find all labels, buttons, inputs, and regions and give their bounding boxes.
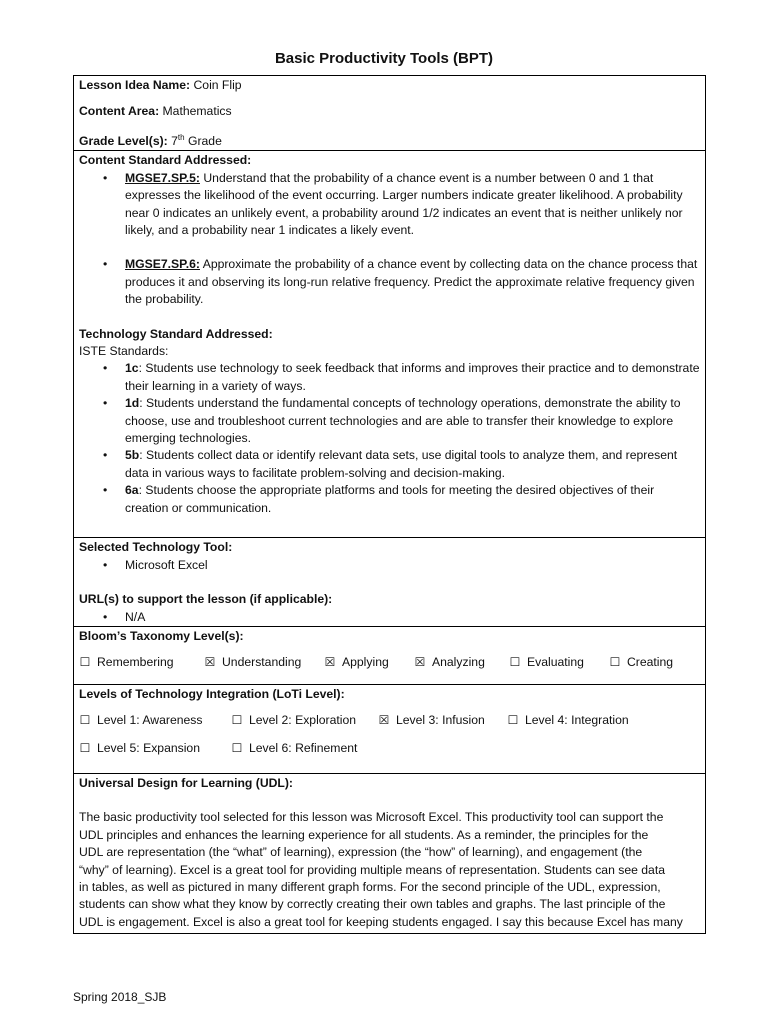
content-area-line	[79, 103, 700, 120]
blooms-option-evaluating[interactable]	[509, 654, 609, 671]
blooms-option-creating[interactable]	[609, 654, 673, 671]
udl-line: The basic productivity tool selected for this lesson was Microsoft Excel. This productivity tool can support the	[79, 810, 664, 825]
loti-options-row-1	[79, 712, 700, 729]
checkbox-icon[interactable]: ☐	[509, 655, 521, 670]
loti-option-level-2[interactable]	[231, 712, 378, 729]
iste-code: 1d	[125, 396, 140, 411]
option-label: Creating	[627, 655, 674, 670]
checkbox-checked-icon[interactable]: ☒	[414, 655, 426, 670]
udl-line: UDL is engagement. Excel is also a great tool for keeping students engaged. I say this because Excel has many	[79, 914, 683, 929]
option-label: Level 5: Expansion	[97, 740, 200, 755]
option-label: Evaluating	[527, 655, 584, 670]
grade-level-number: 7	[171, 133, 178, 148]
option-label: Level 1: Awareness	[97, 713, 203, 728]
standard-text: Understand that the probability of a chance event is a number between 0 and 1 that expresses the likelihood of the event occurring. Larger numbers indicate greater likelihood. A probability near 0 indicates an unlikely event, a probability around 1/2 indicates an event that is neither unlikely nor likely, and a probability near 1 indicates a likely event.	[125, 170, 683, 237]
iste-code: 5b	[125, 448, 140, 463]
option-label: Level 4: Integration	[525, 713, 629, 728]
option-label: Level 6: Refinement	[249, 740, 358, 755]
standards-cell	[74, 151, 706, 538]
udl-line: “why” of learning). Excel is a great tool for providing multiple means of representation. Students can see data	[79, 862, 665, 877]
checkbox-icon[interactable]: ☐	[231, 740, 243, 755]
tech-standard-item	[79, 447, 700, 482]
loti-options-row-2	[79, 740, 700, 757]
checkbox-icon[interactable]: ☐	[79, 655, 91, 670]
tech-standard-item	[79, 482, 700, 517]
page-title: Basic Productivity Tools (BPT)	[274, 50, 494, 67]
iste-standards-label: ISTE Standards:	[79, 343, 169, 358]
grade-level-ordinal: th	[177, 132, 185, 142]
option-label: Level 2: Exploration	[249, 713, 357, 728]
checkbox-icon[interactable]: ☐	[231, 713, 243, 728]
lesson-idea-label: Lesson Idea Name:	[79, 78, 191, 92]
loti-option-level-6[interactable]	[231, 740, 357, 757]
iste-text: : Students understand the fundamental concepts of technology operations, demonstrate the ability to choose, use and troubleshoot current technologies and are able to transfer their knowledge to explore emerging technologies.	[125, 396, 681, 445]
loti-option-level-3[interactable]	[378, 712, 507, 729]
option-label: Level 3: Infusion	[396, 713, 485, 728]
standard-code: MGSE7.SP.6:	[125, 257, 200, 272]
url-list	[79, 609, 700, 626]
loti-row	[74, 684, 706, 773]
loti-option-level-1[interactable]	[79, 712, 231, 729]
grade-level-line	[79, 129, 700, 150]
content-standard-item	[79, 256, 700, 308]
url-heading: URL(s) to support the lesson (if applicable):	[79, 592, 333, 607]
standard-code: MGSE7.SP.5:	[125, 170, 200, 185]
grade-level-label: Grade Level(s):	[79, 133, 168, 148]
lesson-idea-line	[79, 77, 700, 94]
tech-standard-item	[79, 360, 700, 395]
checkbox-checked-icon[interactable]: ☒	[324, 655, 336, 670]
checkbox-checked-icon[interactable]: ☒	[378, 713, 390, 728]
blooms-row	[74, 626, 706, 684]
lesson-idea-value: Coin Flip	[193, 78, 242, 92]
checkbox-icon[interactable]: ☐	[79, 713, 91, 728]
checkbox-icon[interactable]: ☐	[507, 713, 519, 728]
iste-text: : Students collect data or identify relevant data sets, use digital tools to analyze them, and represent data in various ways to facilitate problem-solving and decision-making.	[125, 448, 678, 480]
iste-code: 6a	[125, 483, 139, 498]
udl-row	[74, 773, 706, 933]
standard-text: Approximate the probability of a chance event by collecting data on the chance process that produces it and observing its long-run relative frequency. Predict the approximate relative frequency given the probability.	[125, 257, 698, 307]
content-standard-heading: Content Standard Addressed:	[79, 153, 252, 168]
loti-option-level-5[interactable]	[79, 740, 231, 757]
iste-code: 1c	[125, 361, 139, 376]
udl-line: in tables, as well as pictured in many different graph forms. For the second principle of the UDL, expression,	[79, 879, 661, 894]
option-label: Understanding	[222, 655, 302, 670]
lesson-plan-table	[73, 75, 706, 934]
lesson-info-cell	[74, 76, 706, 151]
selected-tool-heading: Selected Technology Tool:	[79, 540, 233, 555]
loti-heading: Levels of Technology Integration (LoTi Level):	[79, 686, 345, 701]
lesson-info-row	[74, 76, 706, 151]
udl-line: UDL are representation (the “what” of learning), expression (the “how” of learning), and engagement (the	[79, 845, 643, 860]
grade-level-suffix: Grade	[187, 133, 222, 148]
udl-line: students can show what they know by correctly creating their own tables and graphs. The last principle of the	[79, 897, 666, 912]
option-label: Analyzing	[432, 655, 485, 670]
udl-cell	[74, 773, 706, 933]
url-item: • N/A	[79, 609, 700, 626]
checkbox-icon[interactable]: ☐	[79, 740, 91, 755]
selected-tool-list	[79, 557, 700, 574]
tool-cell	[74, 538, 706, 627]
loti-cell	[74, 684, 706, 773]
standards-row	[74, 151, 706, 538]
option-label: Applying	[342, 655, 389, 670]
blooms-options	[79, 654, 700, 671]
iste-text: : Students use technology to seek feedback that informs and improves their practice and to demonstrate their learning in a variety of ways.	[125, 361, 700, 393]
udl-heading: Universal Design for Learning (UDL):	[79, 775, 293, 790]
blooms-option-understanding[interactable]	[204, 654, 324, 671]
page-footer: Spring 2018_SJB	[73, 990, 167, 1004]
content-standard-list	[79, 170, 700, 309]
udl-line: UDL principles and enhances the learning experience for all students. As a reminder, the principles for the	[79, 827, 649, 842]
checkbox-checked-icon[interactable]: ☒	[204, 655, 216, 670]
iste-text: : Students choose the appropriate platforms and tools for meeting the desired objectives of their creation or communication.	[125, 483, 655, 515]
loti-option-level-4[interactable]	[507, 712, 629, 729]
checkbox-icon[interactable]: ☐	[609, 655, 621, 670]
tool-row	[74, 538, 706, 627]
blooms-cell	[74, 626, 706, 684]
content-area-value: Mathematics	[162, 103, 232, 118]
blooms-option-remembering[interactable]	[79, 654, 204, 671]
content-standard-item	[79, 170, 700, 240]
blooms-option-analyzing[interactable]	[414, 654, 509, 671]
content-area-label: Content Area:	[79, 103, 160, 118]
blooms-heading: Bloom’s Taxonomy Level(s):	[79, 628, 244, 643]
selected-tool-item: • Microsoft Excel	[79, 557, 700, 574]
tech-standard-heading: Technology Standard Addressed:	[79, 326, 273, 341]
blooms-option-applying[interactable]	[324, 654, 414, 671]
option-label: Remembering	[97, 655, 174, 670]
tech-standard-list	[79, 360, 700, 517]
udl-paragraph	[79, 809, 700, 931]
tech-standard-item	[79, 395, 700, 447]
